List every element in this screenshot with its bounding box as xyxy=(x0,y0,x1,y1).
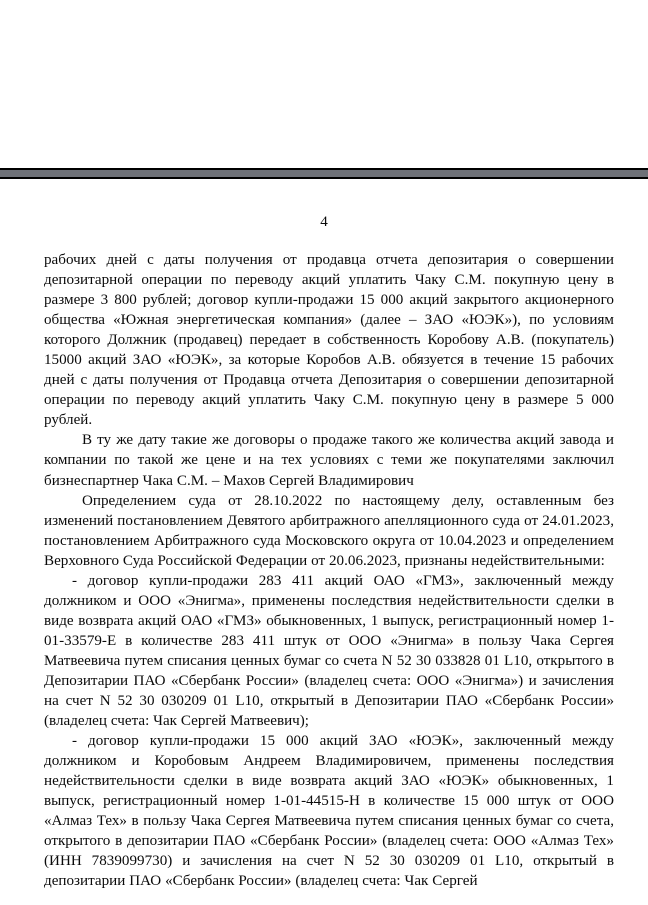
page-number-gap xyxy=(0,232,648,250)
paragraph-invalid-contract-gmz: - договор купли-продажи 283 411 акций ОАО «ГМЗ», заключенный между должником и ООО «Энигма», применены последствия недействительности сделки в виде возврата акций ОАО «ГМЗ» обыкновенных, 1 выпуск, регистрационный номер 1-01-33579-Е в количестве 283 411 штук от ООО «Энигма» в пользу Чака Сергея Матвеевича путем списания ценных бумаг со счета N 52 30 033828 01 L10, открытого в Депозитарии ПАО «Сбербанк России» (владелец счета: ООО «Энигма») и зачисления на счет N 52 30 030209 01 L10, открытый в Депозитарии ПАО «Сбербанк России» (владелец счета: Чак Сергей Матвеевич); xyxy=(44,572,614,730)
page-number: 4 xyxy=(320,214,328,230)
paragraph-invalid-contract-uek: - договор купли-продажи 15 000 акций ЗАО «ЮЭК», заключенный между должником и Коробовым Андреем Владимировичем, применены последствия недействительности сделки в виде возврата акций ЗАО «ЮЭК» обыкновенных, 1 выпуск, регистрационный номер 1-01-44515-Н в количестве 15 000 штук от ООО «Алмаз Тех» в пользу Чака Сергея Матвеевича путем списания ценных бумаг со счета, открытого в депозитарии ПАО «Сбербанк России» (владелец счета: ООО «Алмаз Тех» (ИНН 7839099730) и зачисления на счет N 52 30 030209 01 L10, открытый в депозитарии ПАО «Сбербанк России» (владелец счета: Чак Сергей xyxy=(44,733,614,890)
separator-band xyxy=(0,170,648,177)
page-break-separator xyxy=(0,168,648,180)
paragraph-same-date-contracts: В ту же дату такие же договоры о продаже такого же количества акций завода и компании по такой же цене и на тех условиях с теми же покупателями заключил бизнеспартнер Чака С.М. – Махов Сергей Владимирович xyxy=(44,432,614,489)
page-next-body xyxy=(0,250,648,892)
page-top-margin xyxy=(0,180,648,212)
separator-rule-bottom xyxy=(0,177,648,179)
paragraph-working-days-continuation: рабочих дней с даты получения от продавца отчета депозитария о совершении депозитарной операции по переводу акций уплатить Чаку С.М. покупную цену в размере 3 800 рублей; договор купли-продажи 15 000 акций закрытого акционерного общества «Южная энергетическая компания» (далее – ЗАО «ЮЭК»), по условиям которого Должник (продавец) передает в собственность Коробову А.В. (покупатель) 15000 акций ЗАО «ЮЭК», за которые Коробов А.В. обязуется в течение 15 рабочих дней с даты получения от Продавца отчета Депозитария о совершении депозитарной операции по переводу акций уплатить Чаку С.М. покупную цену в размере 5 000 рублей. xyxy=(44,252,614,429)
document-page-next xyxy=(0,180,648,905)
document-page-previous xyxy=(0,0,648,168)
paragraph-court-ruling-invalidations: Определением суда от 28.10.2022 по настоящему делу, оставленным без изменений постановлением Девятого арбитражного апелляционного суда от 24.01.2023, постановлением Арбитражного суда Московского округа от 10.04.2023 и определением Верховного Суда Российской Федерации от 20.06.2023, признаны недействительными: xyxy=(44,492,614,569)
